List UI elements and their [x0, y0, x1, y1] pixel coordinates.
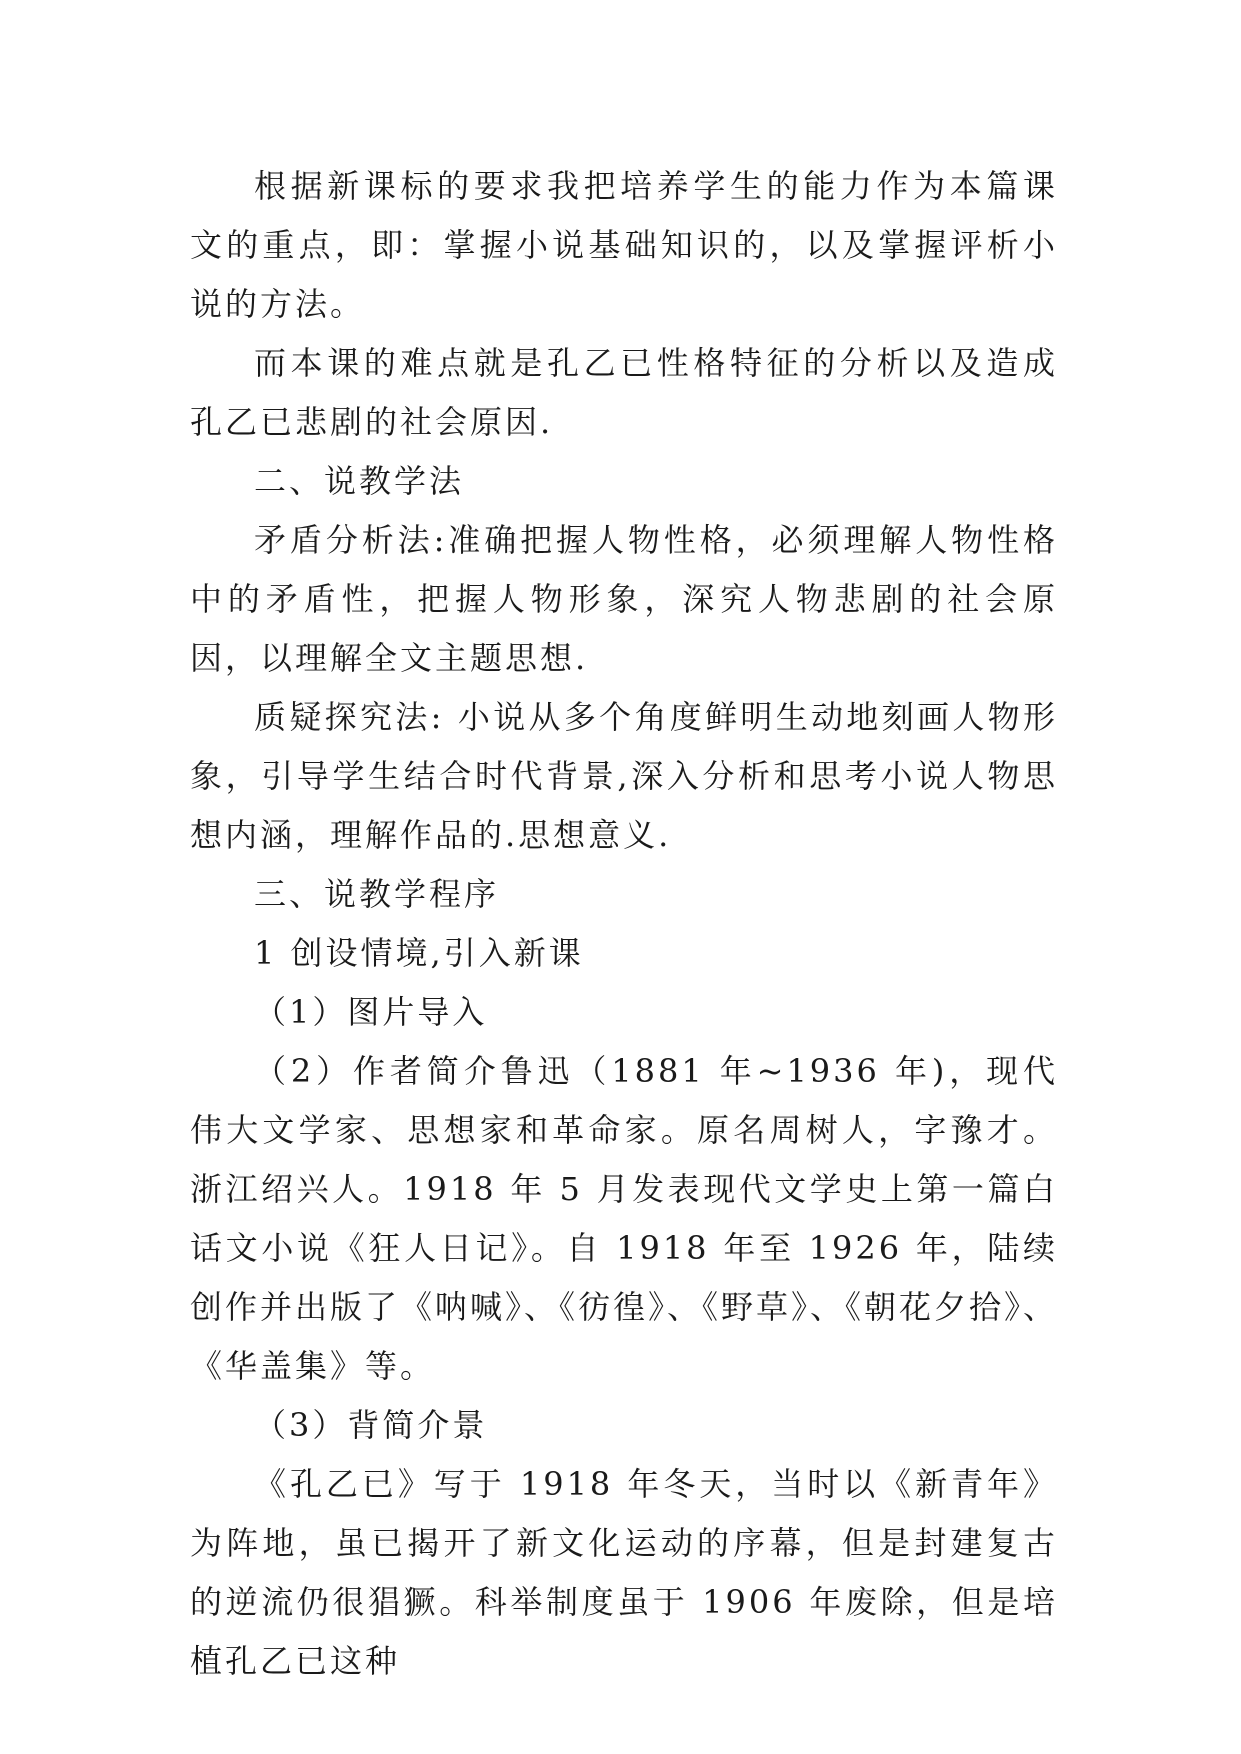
paragraph-contradiction-analysis: 矛盾分析法:准确把握人物性格，必须理解人物性格中的矛盾性，把握人物形象，深究人物悲剧的社会原因，以理解全文主题思想. [190, 521, 1058, 677]
list-item-image-intro: （1）图片导入 [254, 993, 488, 1031]
paragraph-key-points: 根据新课标的要求我把培养学生的能力作为本篇课文的重点，即：掌握小说基础知识的，以及掌握评析小说的方法。 [190, 167, 1058, 323]
section-heading-teaching-methods: 二、说教学法 [254, 462, 465, 500]
step-heading-create-context: 1 创设情境,引入新课 [254, 934, 584, 972]
paragraph-background-detail: 《孔乙已》写于 1918 年冬天，当时以《新青年》为阵地，虽已揭开了新文化运动的序幕，但是封建复古的逆流仍很猖獗。科举制度虽于 1906 年废除，但是培植孔乙已这种 [190, 1465, 1058, 1680]
paragraph-difficulties: 而本课的难点就是孔乙已性格特征的分析以及造成孔乙已悲剧的社会原因. [190, 344, 1058, 441]
paragraph-author-intro: （2）作者简介鲁迅（1881 年~1936 年)，现代伟大文学家、思想家和革命家。原名周树人，字豫才。浙江绍兴人。1918 年 5 月发表现代文学史上第一篇白话文小说《狂人日记》。自 1918 年至 1926 年，陆续创作并出版了《呐喊》、《彷徨》、《野草》、《朝花夕拾》、《华盖集》等。 [190, 1052, 1059, 1385]
paragraph-inquiry-method: 质疑探究法: 小说从多个角度鲜明生动地刻画人物形象，引导学生结合时代背景,深入分析和思考小说人物思想内涵，理解作品的.思想意义. [190, 698, 1058, 854]
document-body [190, 157, 1058, 1691]
section-heading-teaching-procedure: 三、说教学程序 [254, 875, 500, 913]
list-item-background: （3）背简介景 [254, 1406, 488, 1444]
